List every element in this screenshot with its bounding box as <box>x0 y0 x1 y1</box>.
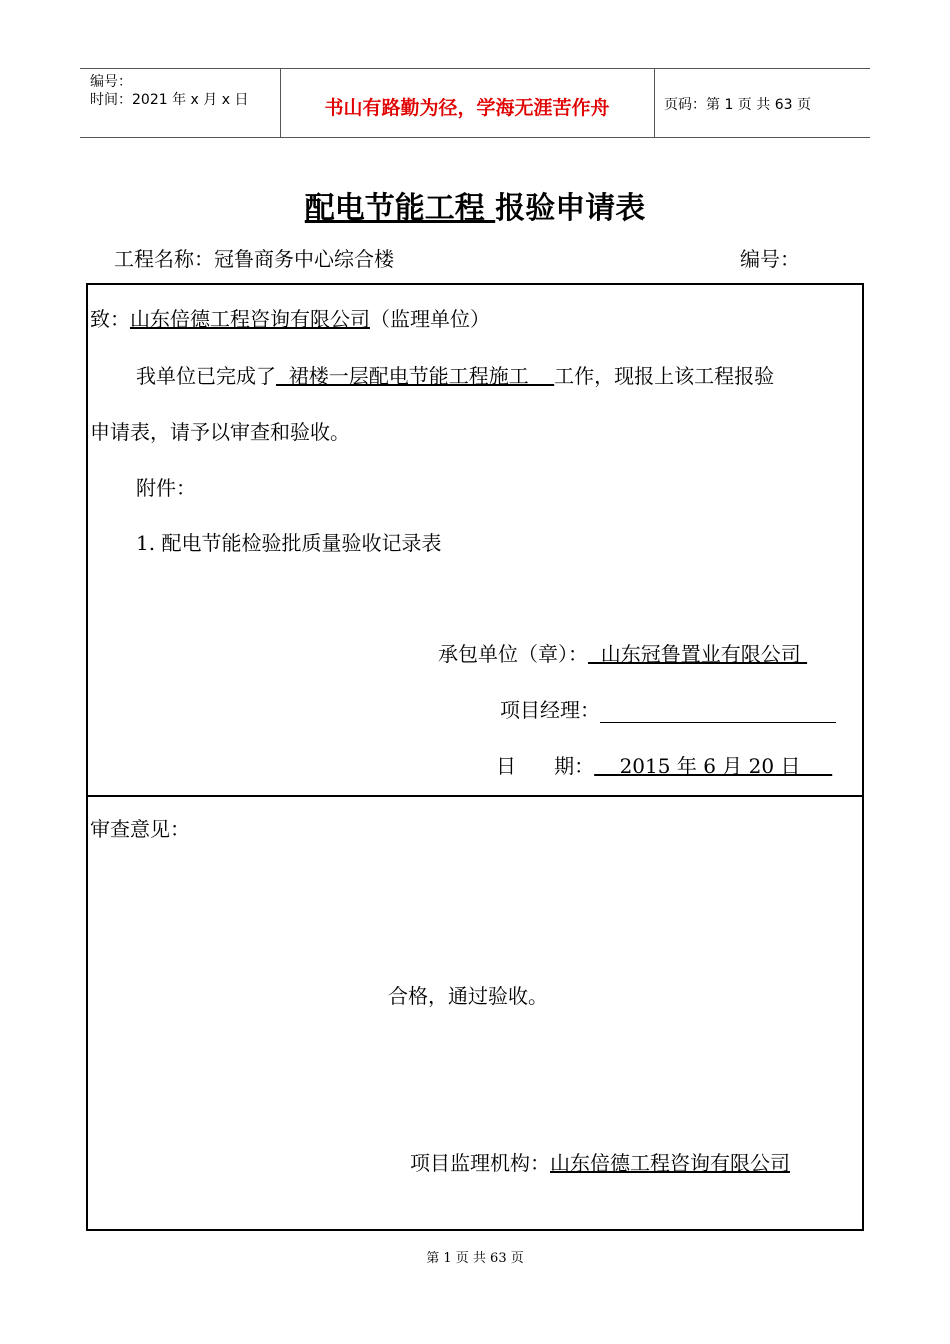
contractor-value: 山东冠鲁置业有限公司 <box>588 642 808 666</box>
line1-work: 裙楼一层配电节能工程施工 <box>276 364 555 388</box>
review-section <box>86 795 864 1231</box>
page-header <box>80 68 870 138</box>
addressee-line <box>90 303 490 332</box>
to-suffix: （监理单位） <box>370 307 490 331</box>
header-left <box>90 73 248 109</box>
number-label: 编号： <box>90 74 132 90</box>
line1-prefix: 我单位已完成了 <box>136 364 276 388</box>
completion-line <box>136 360 774 389</box>
manager-signature-blank <box>600 700 836 723</box>
attachment-item: 1. 配电节能检验批质量验收记录表 <box>136 531 442 555</box>
date-value: 2015 年 6 月 20 日 <box>594 754 833 778</box>
request-line: 申请表，请予以审查和验收。 <box>90 420 350 444</box>
contractor-line <box>438 638 807 667</box>
title-rest: 报验申请表 <box>495 191 646 226</box>
date-line <box>496 750 832 779</box>
to-prefix: 致： <box>90 307 130 331</box>
supervision-org-line <box>410 1147 790 1176</box>
document-title <box>0 183 950 227</box>
attachments-label: 附件： <box>136 476 196 500</box>
manager-label: 项目经理： <box>500 698 600 722</box>
org-label: 项目监理机构： <box>410 1151 550 1175</box>
review-label: 审查意见： <box>90 817 190 841</box>
header-divider <box>654 69 655 137</box>
manager-line <box>500 694 836 723</box>
project-name: 工程名称：冠鲁商务中心综合楼 <box>114 247 394 271</box>
date-label: 日 期： <box>496 754 595 778</box>
review-opinion: 合格，通过验收。 <box>388 984 548 1008</box>
line1-suffix: 工作，现报上该工程报验 <box>554 364 775 388</box>
project-number: 编号： <box>740 247 800 271</box>
header-page-info: 页码：第 1 页 共 63 页 <box>664 97 811 113</box>
time-label: 时间：2021 年 x 月 x 日 <box>90 92 249 108</box>
page-footer: 第 1 页 共 63 页 <box>426 1251 524 1266</box>
title-underlined: 配电节能工程 <box>304 191 496 226</box>
org-value: 山东倍德工程咨询有限公司 <box>550 1151 790 1175</box>
to-company: 山东倍德工程咨询有限公司 <box>130 307 370 331</box>
application-section <box>86 283 864 797</box>
header-motto: 书山有路勤为径，学海无涯苦作舟 <box>324 97 610 119</box>
contractor-label: 承包单位（章）： <box>438 642 588 666</box>
